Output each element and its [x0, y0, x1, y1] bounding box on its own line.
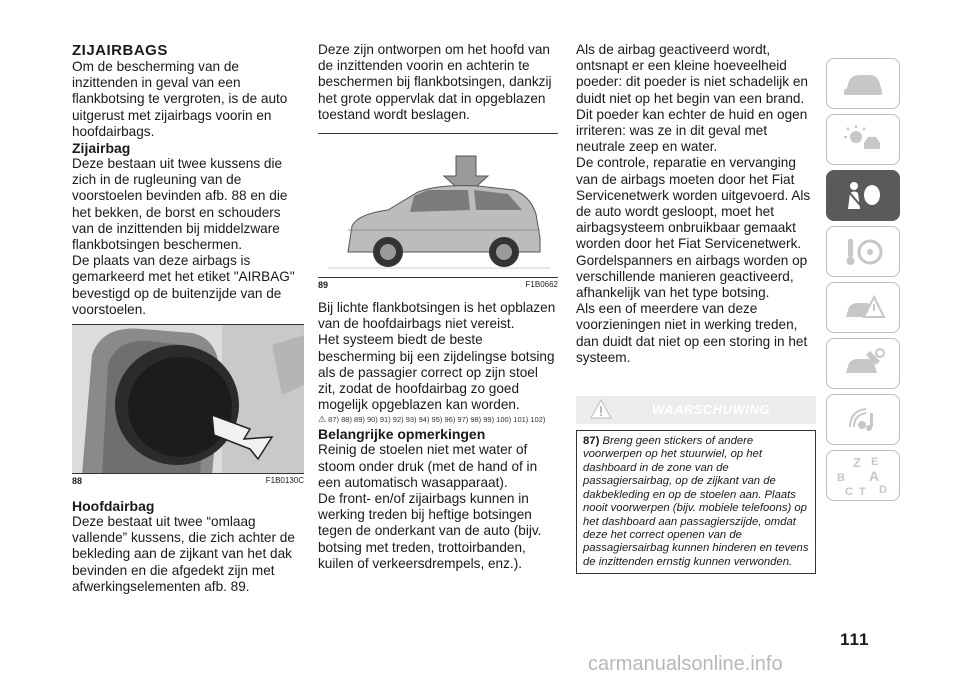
tab-car-dashboard[interactable]: [826, 58, 900, 109]
subheading-zijairbag: Zijairbag: [72, 140, 131, 157]
multimedia-icon: [840, 403, 886, 437]
tab-key-steering[interactable]: [826, 226, 900, 277]
warning-lights-icon: [840, 123, 886, 157]
svg-text:B: B: [837, 471, 845, 484]
figure-caption-88: [72, 474, 304, 486]
paragraph: Bij lichte flankbotsingen is het opblazen van de hoofdairbags niet vereist.: [318, 300, 556, 332]
svg-text:A: A: [869, 467, 880, 484]
warning-box: [576, 430, 816, 574]
watermark: carmanualsonline.info: [588, 653, 783, 675]
svg-text:Z: Z: [853, 454, 861, 470]
paragraph: De plaats van deze airbags is gemarkeerd met het etiket "AIRBAG" bevestigd op de buitenzijde van de voorstoelen.: [72, 253, 295, 317]
column-3: [576, 42, 816, 574]
svg-text:C: C: [845, 485, 853, 498]
warning-number: 87): [583, 435, 600, 448]
tab-seatbelt-airbag[interactable]: [826, 170, 900, 221]
paragraph: Deze zijn ontworpen om het hoofd van de inzittenden voorin en achterin te beschermen bij flankbotsingen, dankzij het grote oppervlak dat in opgeblazen toestand wordt beslagen.: [318, 42, 552, 122]
paragraph: Gordelspanners en airbags worden op verschillende manieren geactiveerd, afhankelijk van het type botsing.: [576, 252, 808, 301]
svg-text:D: D: [879, 483, 887, 496]
paragraph: De controle, reparatie en vervanging van de airbags moeten door het Fiat Servicenetwerk worden uitgevoerd. Als de auto wordt gesloopt, moet het airbagsysteem onbruikbaar gemaakt worden door het Fiat Servicenetwerk.: [576, 155, 811, 252]
emergency-icon: [840, 291, 886, 325]
subheading-opmerkingen: Belangrijke opmerkingen: [318, 426, 486, 443]
seatbelt-airbag-icon: [840, 179, 886, 213]
column-2: [318, 42, 558, 572]
warning-references: ⚠ 87) 88) 89) 90) 91) 92) 93) 94) 95) 96) 97) 98) 99) 100) 101) 102): [318, 414, 546, 425]
tab-maintenance[interactable]: [826, 338, 900, 389]
tab-multimedia[interactable]: [826, 394, 900, 445]
paragraph: Deze bestaan uit twee kussens die zich in de rugleuning van de voorstoelen bevinden afb. 88 en die het bekken, de borst en schouders van de inzittenden bij middelzware flankbotsingen beschermen.: [72, 156, 288, 253]
warning-label: WAARSCHUWING: [652, 401, 770, 417]
tab-emergency[interactable]: [826, 282, 900, 333]
paragraph: Als een of meerdere van deze voorzieningen niet in werking treden, dan duidt dat niet op een storing in het systeem.: [576, 301, 808, 365]
seat-airbag-illustration: [72, 325, 304, 474]
warning-text: Breng geen stickers of andere voorwerpen op het stuurwiel, op het dashboard in de zone van de passagiersairbag, op de zijkant van de dakbekleding en op de stoelen aan. Plaats nooit voorwerpen (bijv. mobiele telefoons) op het dashboard aan passagierszijde, omdat deze het correct openen van de passagiersairbag kunnen hinderen en tevens de inzittenden ernstig kunnen verwonden.: [583, 435, 809, 568]
paragraph: Deze bestaat uit twee “omlaag vallende” kussens, die zich achter de bekleding aan de zijkant van het dak bevinden en die afgedekt zijn met afwerkingselementen afb. 89.: [72, 514, 295, 594]
subheading-hoofdairbag: Hoofdairbag: [72, 498, 155, 515]
figure-caption-89: [318, 278, 558, 290]
car-side-illustration: [318, 134, 558, 277]
warning-icon: ⚠: [318, 414, 327, 425]
paragraph: Als de airbag geactiveerd wordt, ontsnapt er een kleine hoeveelheid poeder: dit poeder is niet schadelijk en duidt niet op het begin van een brand. Dit poeder kan echter de huid en ogen irriteren: was ze in dit geval met neutrale zeep en water.: [576, 42, 808, 155]
figure-88: [72, 324, 304, 474]
tab-index[interactable]: [826, 450, 900, 501]
page-number: 111: [840, 630, 870, 649]
chapter-tabs: [826, 58, 900, 506]
figure-89: [318, 133, 558, 278]
svg-text:T: T: [859, 485, 866, 498]
column-1: [72, 42, 304, 595]
warning-triangle-icon: [590, 399, 612, 423]
paragraph: De front- en/of zijairbags kunnen in werking treden bij heftige botsingen tegen de onderkant van de auto (bijv. botsing met treden, trottoirbanden, kuilen of verkeersdrempels, enz.).: [318, 491, 542, 571]
figure-number: 88: [72, 476, 83, 487]
section-title: ZIJAIRBAGS: [72, 42, 168, 59]
index-letters-icon: [833, 453, 893, 499]
figure-code: F1B0130C: [265, 476, 304, 486]
maintenance-icon: [840, 347, 886, 381]
figure-number: 89: [318, 280, 329, 291]
tab-warning-lights[interactable]: [826, 114, 900, 165]
figure-code: F1B0662: [525, 280, 558, 290]
warning-header: [576, 396, 816, 424]
paragraph: Om de bescherming van de inzittenden in geval van een flankbotsing te vergroten, is de auto uitgerust met zijairbags voorin en hoofdairbags.: [72, 59, 288, 139]
car-dashboard-icon: [840, 69, 886, 99]
key-steering-wheel-icon: [840, 235, 886, 269]
paragraph: Reinig de stoelen niet met water of stoom onder druk (met de hand of in een automatisch wasapparaat).: [318, 442, 538, 490]
svg-text:E: E: [871, 455, 879, 468]
paragraph: Het systeem biedt de beste bescherming bij een zijdelingse botsing als de passagier correct op zijn stoel zit, zodat de hoofdairbag zo goed mogelijk opgeblazen kan worden.: [318, 332, 555, 413]
